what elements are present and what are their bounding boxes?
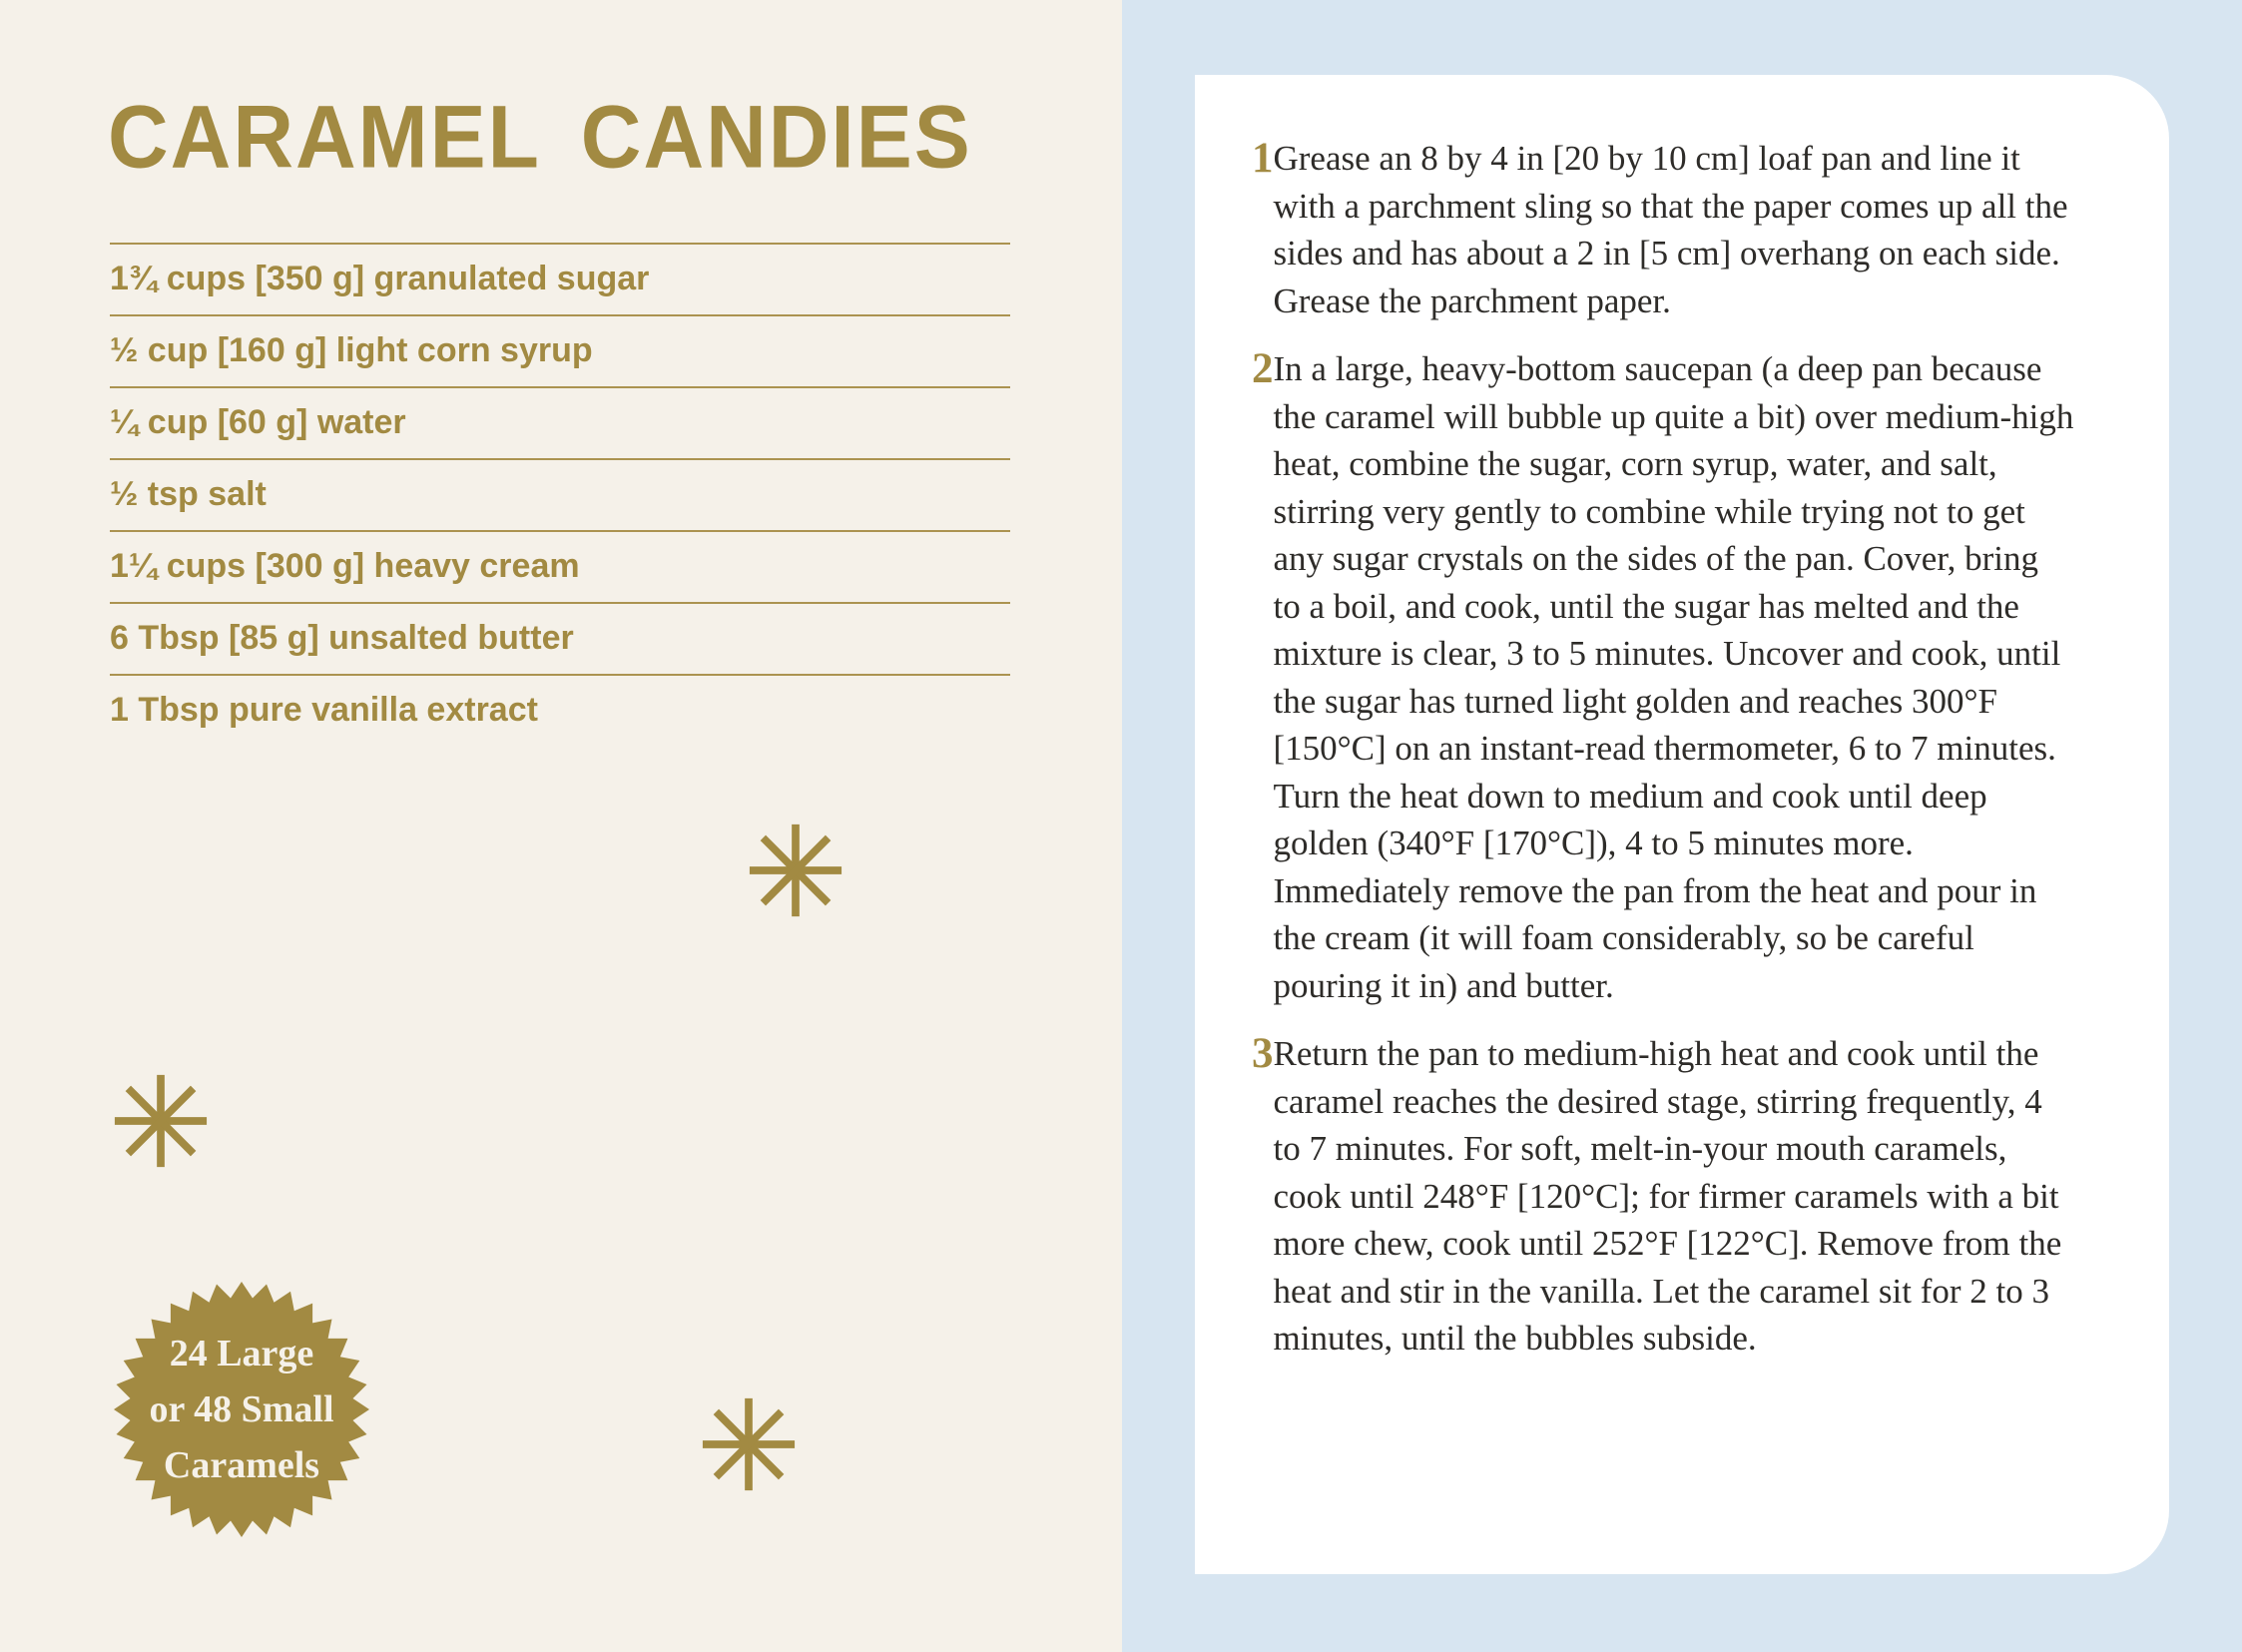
instructions-card (1195, 75, 2169, 1574)
yield-badge-text (113, 1281, 370, 1538)
ingredient-item: 1¾ cups [350 g] granulated sugar (110, 243, 1010, 314)
sparkle-icon (701, 1396, 797, 1492)
step-text: Grease an 8 by 4 in [20 by 10 cm] loaf pan and line it with a parchment sling so that the paper comes up all the sides and has about a 2 in [5 cm] overhang on each side. Grease the parchment paper. (1273, 139, 2068, 320)
instruction-step (1195, 135, 2169, 324)
ingredient-item: 6 Tbsp [85 g] unsalted butter (110, 602, 1010, 674)
ingredient-item: ¼ cup [60 g] water (110, 386, 1010, 458)
step-number: 3 (1252, 1030, 1274, 1077)
ingredients-list (110, 243, 1010, 746)
step-number: 2 (1252, 345, 1274, 392)
sparkle-icon (113, 1073, 209, 1169)
instruction-step (1195, 345, 2169, 1009)
step-text: Return the pan to medium-high heat and cook until the caramel reaches the desired stage, stirring frequently, 4 to 7 minutes. For soft, melt-in-your mouth caramels, cook until 248°F [120°C]; for firmer caramels with a bit more chew, cook until 252°F [122°C]. Remove from the heat and stir in the vanilla. Let the caramel sit for 2 to 3 minutes, until the bubbles subside. (1273, 1034, 2062, 1358)
ingredient-item: ½ cup [160 g] light corn syrup (110, 314, 1010, 386)
instructions-panel (1122, 0, 2242, 1652)
yield-line: or 48 Small (149, 1388, 334, 1430)
step-text: In a large, heavy-bottom saucepan (a deep pan because the caramel will bubble up quite a bit) over medium-high heat, combine the sugar, corn syrup, water, and salt, stirring very gently to combine while trying not to get any sugar crystals on the sides of the pan. Cover, bring to a boil, and cook, until the sugar has melted and the mixture is clear, 3 to 5 minutes. Uncover and cook, until the sugar has turned light golden and reaches 300°F [150°C] on an instant-read thermometer, 6 to 7 minutes. Turn the heat down to medium and cook until deep golden (340°F [170°C]), 4 to 5 minutes more. Immediately remove the pan from the heat and pour in the cream (it will foam considerably, so be careful pouring it in) and butter. (1273, 349, 2074, 1005)
page-title: CARAMEL CANDIES (108, 86, 972, 187)
yield-line: Caramels (163, 1444, 320, 1486)
step-number: 1 (1252, 135, 1274, 182)
ingredient-item: 1 Tbsp pure vanilla extract (110, 674, 1010, 746)
instruction-step (1195, 1030, 2169, 1363)
ingredient-item: 1¼ cups [300 g] heavy cream (110, 530, 1010, 602)
yield-badge (113, 1281, 370, 1538)
yield-line: 24 Large (169, 1333, 314, 1375)
ingredient-item: ½ tsp salt (110, 458, 1010, 530)
sparkle-icon (748, 823, 843, 918)
